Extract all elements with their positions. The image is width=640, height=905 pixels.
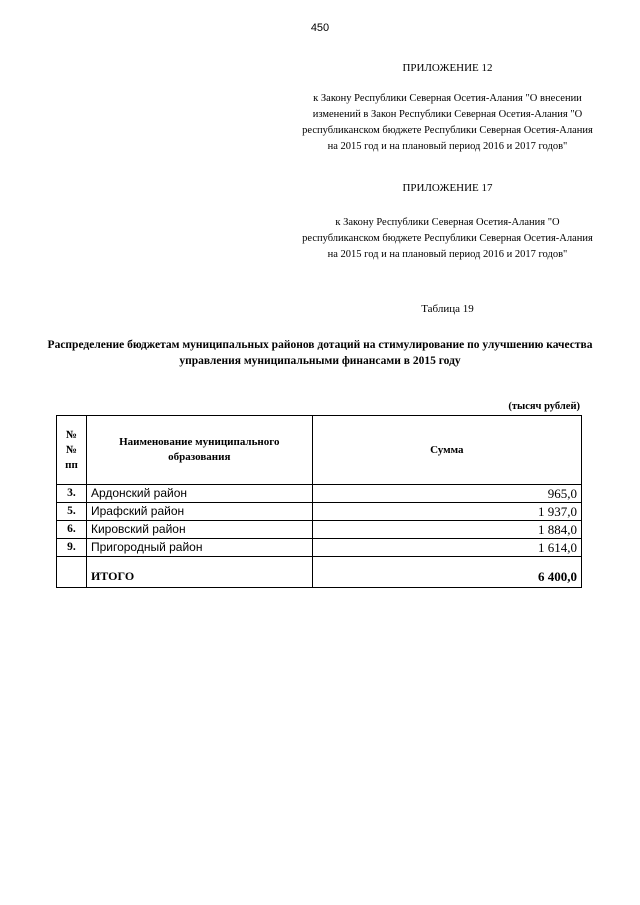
table-row <box>57 539 582 557</box>
appendix-12-text: к Закону Республики Северная Осетия-Алания "О внесении изменений в Закон Республики Северная Осетия-Алания "О республиканском бюджете Республики Северная Осетия-Алания на 2015 год и на плановый период 2016 и 2017 годов" <box>302 93 593 152</box>
row-num: 6. <box>57 521 87 539</box>
row-amount: 1 937,0 <box>312 503 581 521</box>
row-num: 3. <box>57 485 87 503</box>
budget-table <box>56 415 582 588</box>
total-row <box>57 557 582 588</box>
row-amount: 1 884,0 <box>312 521 581 539</box>
table-row <box>57 503 582 521</box>
row-name: Пригородный район <box>86 539 312 557</box>
document-title: Распределение бюджетам муниципальных районов дотаций на стимулирование по улучшению качества управления муниципальными финансами в 2015 году <box>47 339 593 367</box>
header-num: №№ пп <box>57 416 87 485</box>
total-amount: 6 400,0 <box>312 557 581 588</box>
table-number: Таблица 19 <box>421 303 474 315</box>
header-name: Наименование муниципального образования <box>86 416 312 485</box>
table-row <box>57 521 582 539</box>
row-amount: 965,0 <box>312 485 581 503</box>
total-num <box>57 557 87 588</box>
appendix-12-heading: ПРИЛОЖЕНИЕ 12 <box>402 62 493 74</box>
row-amount: 1 614,0 <box>312 539 581 557</box>
row-name: Кировский район <box>86 521 312 539</box>
total-label: ИТОГО <box>86 557 312 588</box>
header-amount: Сумма <box>312 416 581 485</box>
table-header-row <box>57 416 582 485</box>
appendix-17-text: к Закону Республики Северная Осетия-Алания "О республиканском бюджете Республики Северная Осетия-Алания на 2015 год и на плановый период 2016 и 2017 годов" <box>302 217 593 260</box>
page-number: 450 <box>310 22 330 34</box>
row-num: 5. <box>57 503 87 521</box>
table-row <box>57 485 582 503</box>
appendix-17-heading: ПРИЛОЖЕНИЕ 17 <box>402 182 493 194</box>
row-name: Ирафский район <box>86 503 312 521</box>
row-num: 9. <box>57 539 87 557</box>
row-name: Ардонский район <box>86 485 312 503</box>
units-label: (тысяч рублей) <box>508 401 580 412</box>
